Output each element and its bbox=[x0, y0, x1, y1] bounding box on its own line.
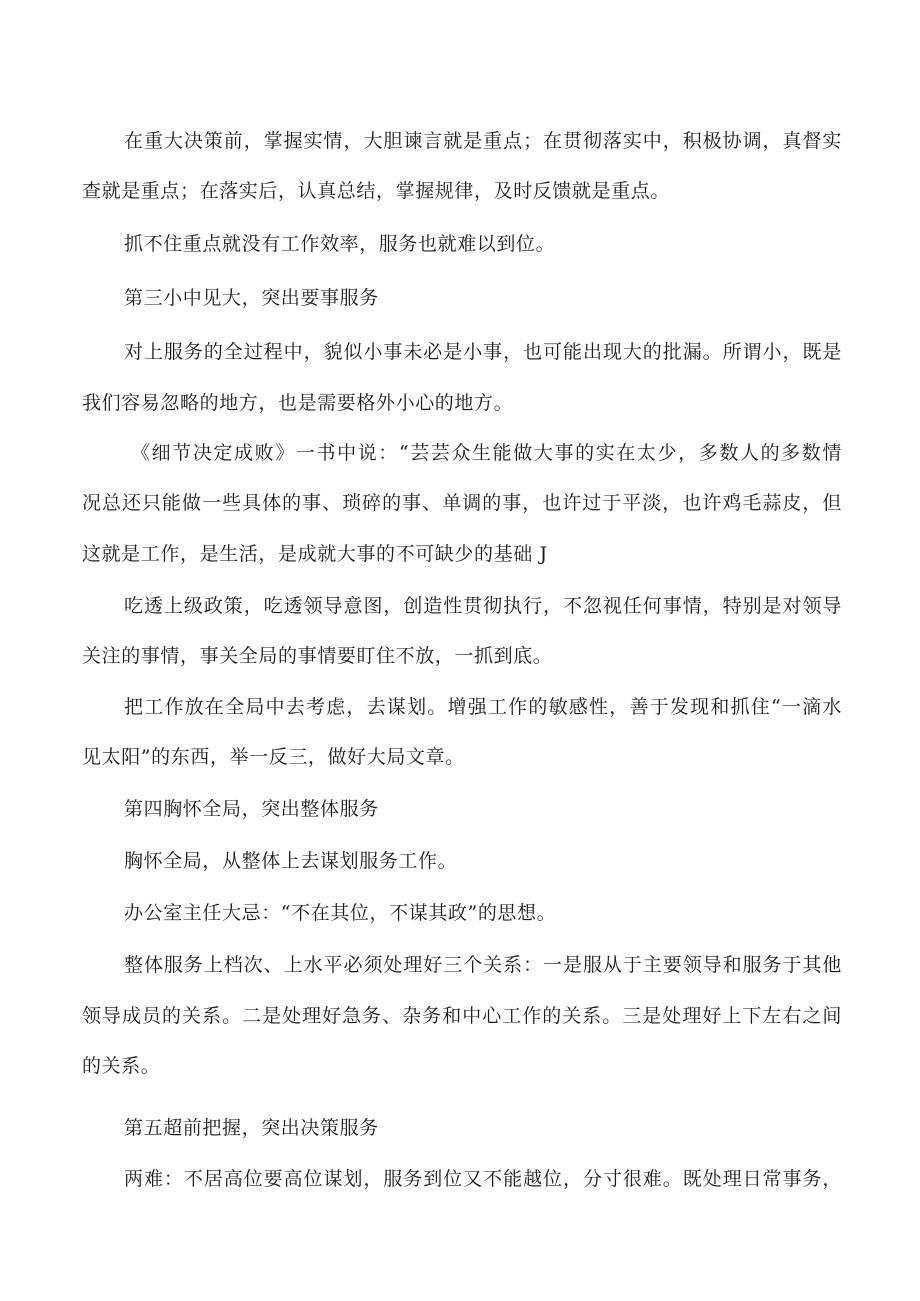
section-heading: 第三小中见大，突出要事服务 bbox=[124, 287, 379, 309]
paragraph-line: 这就是工作，是生活，是成就大事的不可缺少的基础 J bbox=[82, 543, 548, 565]
paragraph-line: 吃透上级政策，吃透领导意图，创造性贯彻执行，不忽视任何事情，特别是对领导 bbox=[124, 595, 842, 617]
paragraph-line: 办公室主任大忌：“不在其位，不谋其政”的思想。 bbox=[124, 902, 557, 924]
paragraph-line: 胸怀全局，从整体上去谋划服务工作。 bbox=[124, 850, 458, 872]
paragraph-line: 查就是重点；在落实后，认真总结，掌握规律，及时反馈就是重点。 bbox=[82, 180, 671, 202]
section-heading: 第五超前把握，突出决策服务 bbox=[124, 1117, 379, 1139]
paragraph-line: 把工作放在全局中去考虑，去谋划。增强工作的敏感性，善于发现和抓住“一滴水 bbox=[124, 696, 842, 718]
paragraph-line: 的关系。 bbox=[82, 1055, 161, 1077]
paragraph-line: 抓不住重点就没有工作效率，服务也就难以到位。 bbox=[124, 233, 556, 255]
paragraph-line: 关注的事情，事关全局的事情要盯住不放，一抓到底。 bbox=[82, 645, 553, 667]
section-heading: 第四胸怀全局，突出整体服务 bbox=[124, 798, 379, 820]
paragraph-line: 整体服务上档次、上水平必须处理好三个关系：一是服从于主要领导和服务于其他 bbox=[124, 954, 842, 976]
paragraph-line: 《细节决定成败》一书中说：“芸芸众生能做大事的实在太少，多数人的多数情 bbox=[131, 442, 842, 464]
paragraph-line: 见太阳”的东西，举一反三，做好大局文章。 bbox=[82, 746, 465, 768]
paragraph-line: 两难：不居高位要高位谋划，服务到位又不能越位，分寸很难。既处理日常事务， bbox=[124, 1168, 842, 1190]
paragraph-line: 况总还只能做一些具体的事、琐碎的事、单调的事，也许过于平淡，也许鸡毛蒜皮，但 bbox=[82, 492, 842, 514]
paragraph-line: 领导成员的关系。二是处理好急务、杂务和中心工作的关系。三是处理好上下左右之间 bbox=[82, 1005, 842, 1027]
paragraph-line: 对上服务的全过程中，貌似小事未必是小事，也可能出现大的批漏。所谓小，既是 bbox=[124, 341, 842, 363]
paragraph-line: 在重大决策前，掌握实情，大胆谏言就是重点；在贯彻落实中，积极协调，真督实 bbox=[124, 130, 842, 152]
paragraph-line: 我们容易忽略的地方，也是需要格外小心的地方。 bbox=[82, 392, 514, 414]
